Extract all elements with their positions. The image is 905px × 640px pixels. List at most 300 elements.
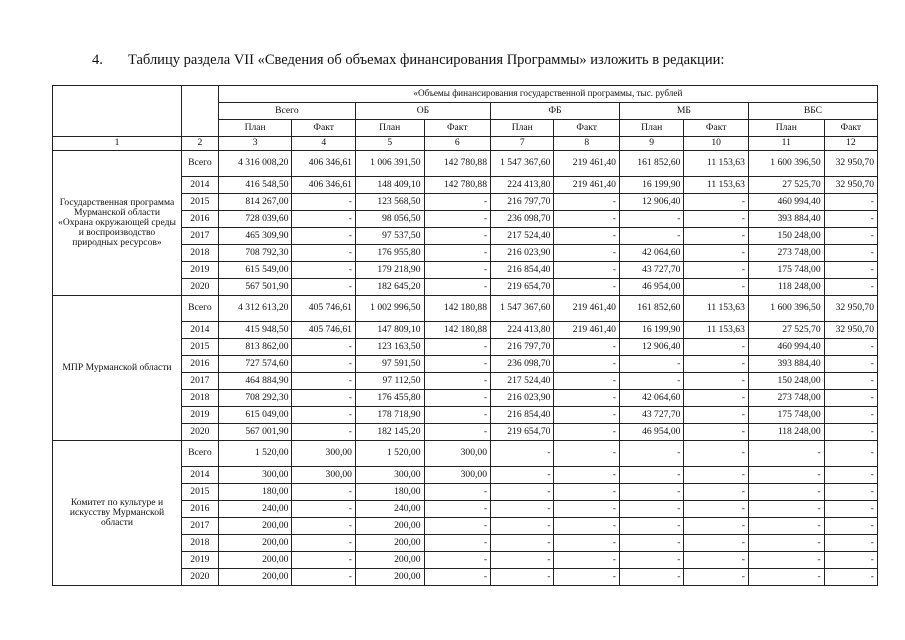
organization-name: Государственная программа Мурманской области «Охрана окружающей среды и воспроизводство природных ресурсов»	[53, 151, 182, 296]
value-cell: 118 248,00	[748, 279, 824, 296]
value-cell: 615 549,00	[218, 262, 292, 279]
value-cell: -	[824, 424, 877, 441]
value-cell: -	[554, 194, 620, 211]
column-number: 2	[181, 137, 218, 151]
value-cell: 97 112,50	[355, 373, 424, 390]
value-cell: 615 049,00	[218, 407, 292, 424]
value-cell: -	[424, 424, 491, 441]
column-number: 1	[53, 137, 182, 151]
value-cell: 1 547 367,60	[491, 151, 554, 177]
value-cell: -	[424, 262, 491, 279]
value-cell: 32 950,70	[824, 322, 877, 339]
value-cell: 142 780,88	[424, 151, 491, 177]
value-cell: 179 218,90	[355, 262, 424, 279]
value-cell: -	[684, 245, 748, 262]
value-cell: -	[684, 356, 748, 373]
value-cell: -	[824, 356, 877, 373]
value-cell: -	[554, 245, 620, 262]
value-cell: 240,00	[218, 501, 292, 518]
group-header-vbs: ВБС	[748, 103, 877, 120]
value-cell: -	[491, 501, 554, 518]
value-cell: -	[424, 501, 491, 518]
value-cell: 393 884,40	[748, 211, 824, 228]
value-cell: 416 548,50	[218, 177, 292, 194]
period-cell: 2019	[181, 262, 218, 279]
value-cell: -	[748, 441, 824, 467]
value-cell: -	[554, 339, 620, 356]
value-cell: -	[684, 279, 748, 296]
subheader-cell: План	[491, 120, 554, 137]
organization-name: Комитет по культуре и искусству Мурманской области	[53, 441, 182, 586]
period-cell: 2020	[181, 424, 218, 441]
value-cell: 180,00	[218, 484, 292, 501]
column-number: 8	[554, 137, 620, 151]
value-cell: 219 461,40	[554, 177, 620, 194]
value-cell: 42 064,60	[619, 390, 683, 407]
value-cell: 32 950,70	[824, 151, 877, 177]
value-cell: 300,00	[292, 467, 355, 484]
column-number: 7	[491, 137, 554, 151]
value-cell: -	[824, 484, 877, 501]
value-cell: 200,00	[218, 518, 292, 535]
value-cell: 224 413,80	[491, 322, 554, 339]
value-cell: -	[619, 535, 683, 552]
value-cell: 219 654,70	[491, 279, 554, 296]
period-cell: 2018	[181, 245, 218, 262]
value-cell: -	[684, 390, 748, 407]
column-number: 10	[684, 137, 748, 151]
value-cell: 97 537,50	[355, 228, 424, 245]
subheader-cell: План	[748, 120, 824, 137]
value-cell: -	[292, 262, 355, 279]
value-cell: 406 346,61	[292, 177, 355, 194]
column-number: 3	[218, 137, 292, 151]
value-cell: 11 153,63	[684, 177, 748, 194]
value-cell: -	[684, 484, 748, 501]
column-number: 5	[355, 137, 424, 151]
value-cell: 182 645,20	[355, 279, 424, 296]
value-cell: -	[491, 535, 554, 552]
value-cell: 1 600 396,50	[748, 151, 824, 177]
value-cell: 11 153,63	[684, 322, 748, 339]
value-cell: -	[824, 390, 877, 407]
value-cell: 175 748,00	[748, 407, 824, 424]
value-cell: 219 461,40	[554, 151, 620, 177]
value-cell: -	[424, 484, 491, 501]
group-header-fb: ФБ	[491, 103, 620, 120]
value-cell: -	[424, 390, 491, 407]
value-cell: 180,00	[355, 484, 424, 501]
value-cell: -	[292, 569, 355, 586]
value-cell: -	[292, 339, 355, 356]
period-cell: Всего	[181, 441, 218, 467]
value-cell: 460 994,40	[748, 194, 824, 211]
column-number-row	[53, 137, 878, 151]
value-cell: -	[491, 552, 554, 569]
table-row	[53, 296, 878, 322]
value-cell: 465 309,90	[218, 228, 292, 245]
value-cell: -	[292, 194, 355, 211]
value-cell: -	[554, 518, 620, 535]
value-cell: -	[619, 569, 683, 586]
period-cell: 2019	[181, 552, 218, 569]
value-cell: 150 248,00	[748, 373, 824, 390]
period-cell: 2017	[181, 373, 218, 390]
value-cell: -	[424, 245, 491, 262]
value-cell: -	[824, 407, 877, 424]
value-cell: -	[684, 339, 748, 356]
value-cell: -	[684, 518, 748, 535]
value-cell: -	[292, 245, 355, 262]
table-caption: «Объемы финансирования государственной программы, тыс. рублей	[218, 86, 877, 103]
value-cell: -	[619, 484, 683, 501]
value-cell: -	[554, 484, 620, 501]
value-cell: -	[554, 424, 620, 441]
value-cell: 200,00	[355, 535, 424, 552]
column-number: 12	[824, 137, 877, 151]
value-cell: 273 748,00	[748, 390, 824, 407]
value-cell: 46 954,00	[619, 424, 683, 441]
value-cell: -	[684, 211, 748, 228]
value-cell: -	[424, 569, 491, 586]
value-cell: -	[424, 407, 491, 424]
heading-text: Таблицу раздела VII «Сведения об объемах финансирования Программы» изложить в редакции:	[128, 52, 725, 68]
period-cell: 2018	[181, 535, 218, 552]
value-cell: 97 591,50	[355, 356, 424, 373]
section-heading	[92, 52, 724, 69]
value-cell: 148 409,10	[355, 177, 424, 194]
value-cell: -	[824, 518, 877, 535]
value-cell: -	[684, 501, 748, 518]
value-cell: -	[554, 356, 620, 373]
subheader-cell: План	[619, 120, 683, 137]
value-cell: 393 884,40	[748, 356, 824, 373]
value-cell: -	[619, 501, 683, 518]
value-cell: -	[292, 535, 355, 552]
period-cell: 2015	[181, 194, 218, 211]
value-cell: -	[824, 535, 877, 552]
subheader-cell: Факт	[824, 120, 877, 137]
subheader-cell: Факт	[292, 120, 355, 137]
column-number: 9	[619, 137, 683, 151]
value-cell: -	[619, 518, 683, 535]
value-cell: 200,00	[218, 569, 292, 586]
value-cell: -	[491, 569, 554, 586]
value-cell: 300,00	[355, 467, 424, 484]
value-cell: 224 413,80	[491, 177, 554, 194]
header-blank-1	[53, 86, 182, 137]
value-cell: 200,00	[218, 552, 292, 569]
value-cell: 567 001,90	[218, 424, 292, 441]
value-cell: 300,00	[424, 441, 491, 467]
value-cell: -	[424, 535, 491, 552]
value-cell: 142 180,88	[424, 322, 491, 339]
value-cell: 405 746,61	[292, 296, 355, 322]
value-cell: 405 746,61	[292, 322, 355, 339]
value-cell: -	[424, 211, 491, 228]
value-cell: -	[292, 390, 355, 407]
value-cell: 216 854,40	[491, 262, 554, 279]
caption-row	[53, 86, 878, 103]
value-cell: -	[491, 484, 554, 501]
value-cell: -	[619, 441, 683, 467]
value-cell: 42 064,60	[619, 245, 683, 262]
value-cell: -	[748, 518, 824, 535]
value-cell: -	[824, 262, 877, 279]
value-cell: -	[424, 356, 491, 373]
value-cell: -	[424, 373, 491, 390]
value-cell: -	[748, 467, 824, 484]
value-cell: -	[491, 518, 554, 535]
value-cell: 464 884,90	[218, 373, 292, 390]
value-cell: 16 199,90	[619, 177, 683, 194]
subheader-cell: Факт	[554, 120, 620, 137]
value-cell: 217 524,40	[491, 373, 554, 390]
value-cell: -	[292, 424, 355, 441]
value-cell: -	[424, 518, 491, 535]
value-cell: 175 748,00	[748, 262, 824, 279]
value-cell: -	[684, 373, 748, 390]
value-cell: -	[292, 228, 355, 245]
value-cell: -	[292, 407, 355, 424]
value-cell: 567 501,90	[218, 279, 292, 296]
value-cell: 216 023,90	[491, 390, 554, 407]
value-cell: -	[424, 194, 491, 211]
value-cell: 142 180,88	[424, 296, 491, 322]
value-cell: 11 153,63	[684, 151, 748, 177]
subheader-cell: Факт	[424, 120, 491, 137]
value-cell: 27 525,70	[748, 177, 824, 194]
value-cell: 415 948,50	[218, 322, 292, 339]
period-cell: 2019	[181, 407, 218, 424]
financing-table	[52, 85, 878, 586]
column-number: 4	[292, 137, 355, 151]
value-cell: -	[554, 467, 620, 484]
column-number: 6	[424, 137, 491, 151]
value-cell: 46 954,00	[619, 279, 683, 296]
value-cell: 728 039,60	[218, 211, 292, 228]
value-cell: 300,00	[424, 467, 491, 484]
value-cell: -	[554, 441, 620, 467]
value-cell: -	[824, 245, 877, 262]
value-cell: -	[684, 569, 748, 586]
value-cell: 123 163,50	[355, 339, 424, 356]
value-cell: 27 525,70	[748, 322, 824, 339]
table-row	[53, 151, 878, 177]
value-cell: -	[748, 569, 824, 586]
value-cell: -	[619, 228, 683, 245]
value-cell: -	[824, 339, 877, 356]
value-cell: -	[554, 211, 620, 228]
value-cell: -	[554, 228, 620, 245]
value-cell: 406 346,61	[292, 151, 355, 177]
value-cell: -	[292, 356, 355, 373]
period-cell: 2016	[181, 211, 218, 228]
value-cell: 814 267,00	[218, 194, 292, 211]
value-cell: 1 520,00	[218, 441, 292, 467]
value-cell: 11 153,63	[684, 296, 748, 322]
value-cell: 176 955,80	[355, 245, 424, 262]
value-cell: -	[684, 535, 748, 552]
value-cell: -	[292, 279, 355, 296]
value-cell: -	[619, 211, 683, 228]
value-cell: -	[684, 262, 748, 279]
period-cell: 2020	[181, 279, 218, 296]
value-cell: 708 292,30	[218, 390, 292, 407]
value-cell: 1 002 996,50	[355, 296, 424, 322]
value-cell: -	[554, 535, 620, 552]
value-cell: -	[684, 194, 748, 211]
value-cell: 727 574,60	[218, 356, 292, 373]
value-cell: 1 547 367,60	[491, 296, 554, 322]
value-cell: 273 748,00	[748, 245, 824, 262]
value-cell: -	[824, 552, 877, 569]
value-cell: -	[824, 211, 877, 228]
value-cell: 200,00	[355, 518, 424, 535]
value-cell: -	[554, 279, 620, 296]
value-cell: 123 568,50	[355, 194, 424, 211]
value-cell: -	[684, 228, 748, 245]
value-cell: -	[824, 373, 877, 390]
value-cell: 708 792,30	[218, 245, 292, 262]
period-cell: 2017	[181, 228, 218, 245]
organization-name: МПР Мурманской области	[53, 296, 182, 441]
value-cell: -	[424, 339, 491, 356]
value-cell: 219 461,40	[554, 322, 620, 339]
value-cell: 161 852,60	[619, 296, 683, 322]
value-cell: -	[748, 501, 824, 518]
value-cell: -	[554, 407, 620, 424]
value-cell: -	[748, 484, 824, 501]
period-cell: 2014	[181, 177, 218, 194]
value-cell: -	[554, 552, 620, 569]
column-number: 11	[748, 137, 824, 151]
value-cell: -	[824, 279, 877, 296]
value-cell: -	[684, 552, 748, 569]
subheader-cell: План	[355, 120, 424, 137]
value-cell: -	[292, 501, 355, 518]
value-cell: 178 718,90	[355, 407, 424, 424]
value-cell: -	[824, 441, 877, 467]
value-cell: -	[554, 569, 620, 586]
value-cell: 32 950,70	[824, 296, 877, 322]
group-header-ob: ОБ	[355, 103, 490, 120]
value-cell: 4 312 613,20	[218, 296, 292, 322]
value-cell: 142 780,88	[424, 177, 491, 194]
value-cell: 161 852,60	[619, 151, 683, 177]
period-cell: Всего	[181, 151, 218, 177]
value-cell: 813 862,00	[218, 339, 292, 356]
period-cell: 2014	[181, 467, 218, 484]
value-cell: 216 797,70	[491, 339, 554, 356]
value-cell: 460 994,40	[748, 339, 824, 356]
value-cell: -	[684, 424, 748, 441]
value-cell: 43 727,70	[619, 407, 683, 424]
period-cell: 2016	[181, 501, 218, 518]
value-cell: -	[554, 262, 620, 279]
value-cell: -	[824, 501, 877, 518]
value-cell: 216 023,90	[491, 245, 554, 262]
value-cell: 300,00	[292, 441, 355, 467]
value-cell: 216 797,70	[491, 194, 554, 211]
value-cell: -	[824, 228, 877, 245]
group-header-mb: МБ	[619, 103, 748, 120]
value-cell: -	[619, 356, 683, 373]
table-row	[53, 441, 878, 467]
period-cell: 2015	[181, 339, 218, 356]
value-cell: -	[554, 373, 620, 390]
value-cell: 98 056,50	[355, 211, 424, 228]
group-header-total: Всего	[218, 103, 355, 120]
period-cell: 2016	[181, 356, 218, 373]
value-cell: -	[619, 552, 683, 569]
value-cell: 200,00	[355, 569, 424, 586]
value-cell: -	[292, 518, 355, 535]
period-cell: 2018	[181, 390, 218, 407]
value-cell: -	[748, 552, 824, 569]
value-cell: -	[424, 552, 491, 569]
value-cell: 219 654,70	[491, 424, 554, 441]
value-cell: -	[292, 552, 355, 569]
period-cell: 2014	[181, 322, 218, 339]
value-cell: -	[619, 467, 683, 484]
value-cell: 200,00	[218, 535, 292, 552]
value-cell: -	[292, 373, 355, 390]
value-cell: -	[491, 441, 554, 467]
value-cell: -	[491, 467, 554, 484]
value-cell: -	[554, 501, 620, 518]
value-cell: 12 906,40	[619, 194, 683, 211]
header-blank-2	[181, 86, 218, 137]
heading-number: 4.	[92, 52, 103, 68]
value-cell: 150 248,00	[748, 228, 824, 245]
period-cell: 2017	[181, 518, 218, 535]
value-cell: 182 145,20	[355, 424, 424, 441]
value-cell: 216 854,40	[491, 407, 554, 424]
value-cell: 16 199,90	[619, 322, 683, 339]
value-cell: -	[424, 279, 491, 296]
value-cell: -	[554, 390, 620, 407]
subheader-cell: Факт	[684, 120, 748, 137]
value-cell: 12 906,40	[619, 339, 683, 356]
value-cell: 236 098,70	[491, 356, 554, 373]
value-cell: -	[684, 467, 748, 484]
value-cell: -	[748, 535, 824, 552]
value-cell: 1 520,00	[355, 441, 424, 467]
period-cell: 2020	[181, 569, 218, 586]
value-cell: 219 461,40	[554, 296, 620, 322]
value-cell: 4 316 008,20	[218, 151, 292, 177]
value-cell: -	[424, 228, 491, 245]
value-cell: 118 248,00	[748, 424, 824, 441]
value-cell: -	[619, 373, 683, 390]
value-cell: 1 006 391,50	[355, 151, 424, 177]
value-cell: 1 600 396,50	[748, 296, 824, 322]
value-cell: 240,00	[355, 501, 424, 518]
value-cell: 32 950,70	[824, 177, 877, 194]
value-cell: 147 809,10	[355, 322, 424, 339]
value-cell: -	[824, 194, 877, 211]
value-cell: -	[684, 407, 748, 424]
value-cell: -	[292, 484, 355, 501]
value-cell: 176 455,80	[355, 390, 424, 407]
value-cell: -	[292, 211, 355, 228]
value-cell: 200,00	[355, 552, 424, 569]
period-cell: Всего	[181, 296, 218, 322]
subheader-cell: План	[218, 120, 292, 137]
value-cell: -	[684, 441, 748, 467]
value-cell: -	[824, 467, 877, 484]
